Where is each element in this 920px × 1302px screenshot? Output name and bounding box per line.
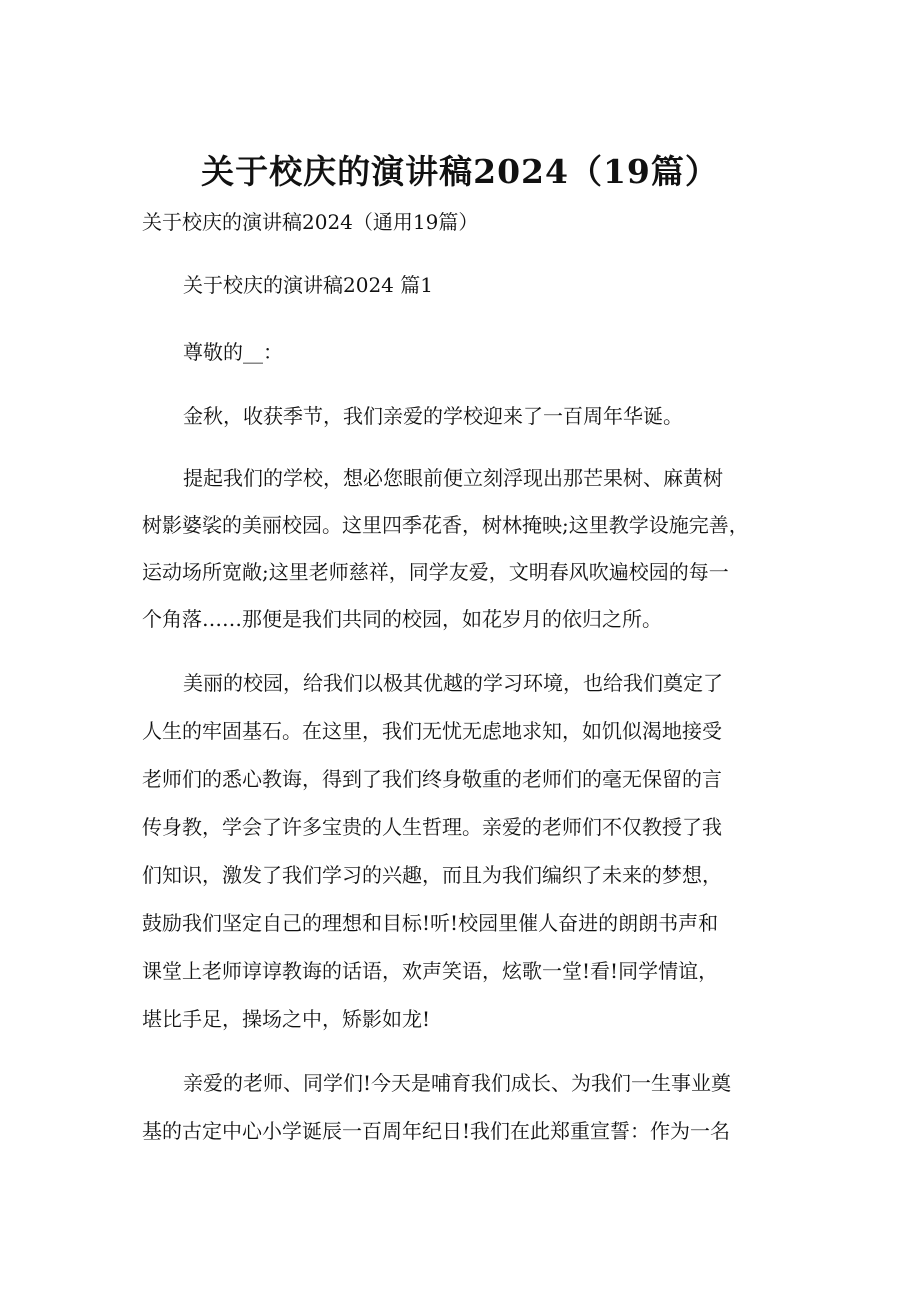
paragraph-2-line-4: 个角落……那便是我们共同的校园，如花岁月的依归之所。 — [142, 607, 662, 631]
document-title: 关于校庆的演讲稿2024（19篇） — [201, 152, 719, 191]
paragraph-3-line-4: 传身教，学会了许多宝贵的人生哲理。亲爱的老师们不仅教授了我 — [142, 815, 722, 839]
paragraph-3-line-3: 老师们的悉心教诲，得到了我们终身敬重的老师们的毫无保留的言 — [142, 767, 722, 791]
paragraph-2-line-1: 提起我们的学校，想必您眼前便立刻浮现出那芒果树、麻黄树 — [183, 466, 723, 490]
salutation: 尊敬的__： — [183, 340, 283, 364]
paragraph-3-line-2: 人生的牢固基石。在这里，我们无忧无虑地求知，如饥似渴地接受 — [142, 719, 722, 743]
paragraph-2-line-3: 运动场所宽敞;这里老师慈祥，同学友爱，文明春风吹遍校园的每一 — [142, 560, 729, 584]
paragraph-1-line-1: 金秋，收获季节，我们亲爱的学校迎来了一百周年华诞。 — [183, 404, 683, 428]
paragraph-3-line-5: 们知识，激发了我们学习的兴趣，而且为我们编织了未来的梦想， — [142, 863, 722, 887]
paragraph-4-line-1: 亲爱的老师、同学们!今天是哺育我们成长、为我们一生事业奠 — [183, 1071, 732, 1095]
section-heading: 关于校庆的演讲稿2024 篇1 — [183, 273, 433, 297]
paragraph-2-line-2: 树影婆裟的美丽校园。这里四季花香，树林掩映;这里教学设施完善， — [142, 513, 749, 537]
paragraph-4-line-2: 基的古定中心小学诞辰一百周年纪日!我们在此郑重宣誓：作为一名 — [142, 1119, 731, 1143]
paragraph-3-line-8: 堪比手足，操场之中，矫影如龙! — [142, 1007, 431, 1031]
paragraph-3-line-6: 鼓励我们坚定自己的理想和目标!听!校园里催人奋进的朗朗书声和 — [142, 911, 719, 935]
paragraph-3-line-1: 美丽的校园，给我们以极其优越的学习环境，也给我们奠定了 — [183, 671, 723, 695]
document-subtitle: 关于校庆的演讲稿2024（通用19篇） — [142, 210, 479, 234]
paragraph-3-line-7: 课堂上老师谆谆教诲的话语，欢声笑语，炫歌一堂!看!同学情谊， — [142, 959, 719, 983]
